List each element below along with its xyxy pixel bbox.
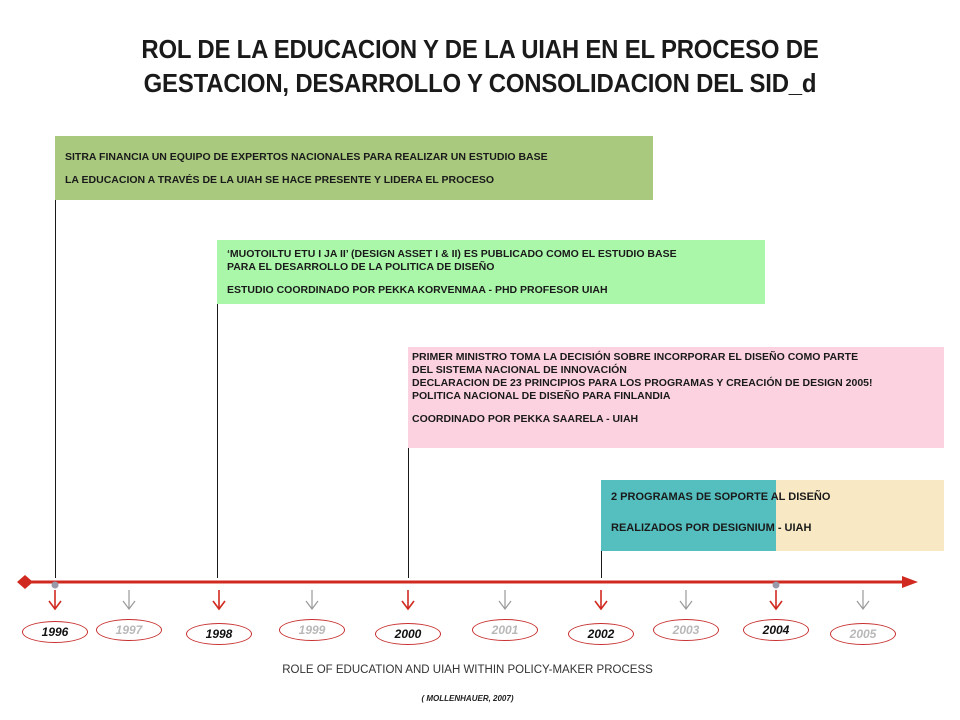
event-text: LA EDUCACION A TRAVÉS DE LA UIAH SE HACE PRESENTE Y LIDERA EL PROCESO [65, 174, 494, 186]
tick-arrow-2004 [770, 590, 782, 609]
year-label-1997: 1997 [96, 619, 162, 641]
tick-arrow-2001 [499, 590, 511, 609]
axis-start-diamond [17, 575, 33, 589]
year-label-2005: 2005 [830, 623, 896, 645]
event-text: 2 PROGRAMAS DE SOPORTE AL DISEÑO [611, 491, 831, 503]
event-text: SITRA FINANCIA UN EQUIPO DE EXPERTOS NACIONALES PARA REALIZAR UN ESTUDIO BASE [65, 151, 548, 163]
event-text: DECLARACION DE 23 PRINCIPIOS PARA LOS PROGRAMAS Y CREACIÓN DE DESIGN 2005! [412, 377, 873, 389]
year-label-2003: 2003 [653, 619, 719, 641]
axis-dot-2004 [773, 582, 780, 589]
tick-arrow-2005 [857, 590, 869, 609]
figure-source: ( MOLLENHAUER, 2007) [421, 694, 514, 703]
tick-arrow-1996 [49, 590, 61, 609]
event-text: POLITICA NACIONAL DE DISEÑO PARA FINLANDIA [412, 390, 671, 402]
title-line-1: ROL DE LA EDUCACION Y DE LA UIAH EN EL PROCESO DE [141, 34, 819, 64]
event-text: PARA EL DESARROLLO DE LA POLITICA DE DISEÑO [227, 261, 495, 273]
axis-dot-1996 [52, 582, 59, 589]
year-label-2000: 2000 [375, 623, 441, 645]
tick-arrow-2000 [402, 590, 414, 609]
year-label-2004: 2004 [743, 619, 809, 641]
year-label-1998: 1998 [186, 623, 252, 645]
title-line-2: GESTACION, DESARROLLO Y CONSOLIDACION DEL SID_d [143, 68, 817, 98]
tick-arrow-2003 [680, 590, 692, 609]
event-text: ‘MUOTOILTU ETU I JA II’ (DESIGN ASSET I & II) ES PUBLICADO COMO EL ESTUDIO BASE [227, 248, 677, 260]
tick-arrow-1998 [213, 590, 225, 609]
year-label-1996: 1996 [22, 621, 88, 643]
event-text: ESTUDIO COORDINADO POR PEKKA KORVENMAA - PHD PROFESOR UIAH [227, 284, 608, 296]
tick-arrow-2002 [595, 590, 607, 609]
year-label-2002: 2002 [568, 623, 634, 645]
tick-arrow-1999 [306, 590, 318, 609]
event-text: DEL SISTEMA NACIONAL DE INNOVACIÓN [412, 364, 627, 376]
event-text: PRIMER MINISTRO TOMA LA DECISIÓN SOBRE INCORPORAR EL DISEÑO COMO PARTE [412, 351, 859, 363]
year-label-1999: 1999 [279, 619, 345, 641]
event-text: REALIZADOS POR DESIGNIUM - UIAH [611, 522, 812, 534]
tick-arrow-1997 [123, 590, 135, 609]
event-text: COORDINADO POR PEKKA SAARELA - UIAH [412, 413, 639, 425]
year-label-2001: 2001 [472, 619, 538, 641]
axis-arrow-head [902, 576, 918, 588]
figure-caption: ROLE OF EDUCATION AND UIAH WITHIN POLICY-MAKER PROCESS [282, 664, 653, 676]
